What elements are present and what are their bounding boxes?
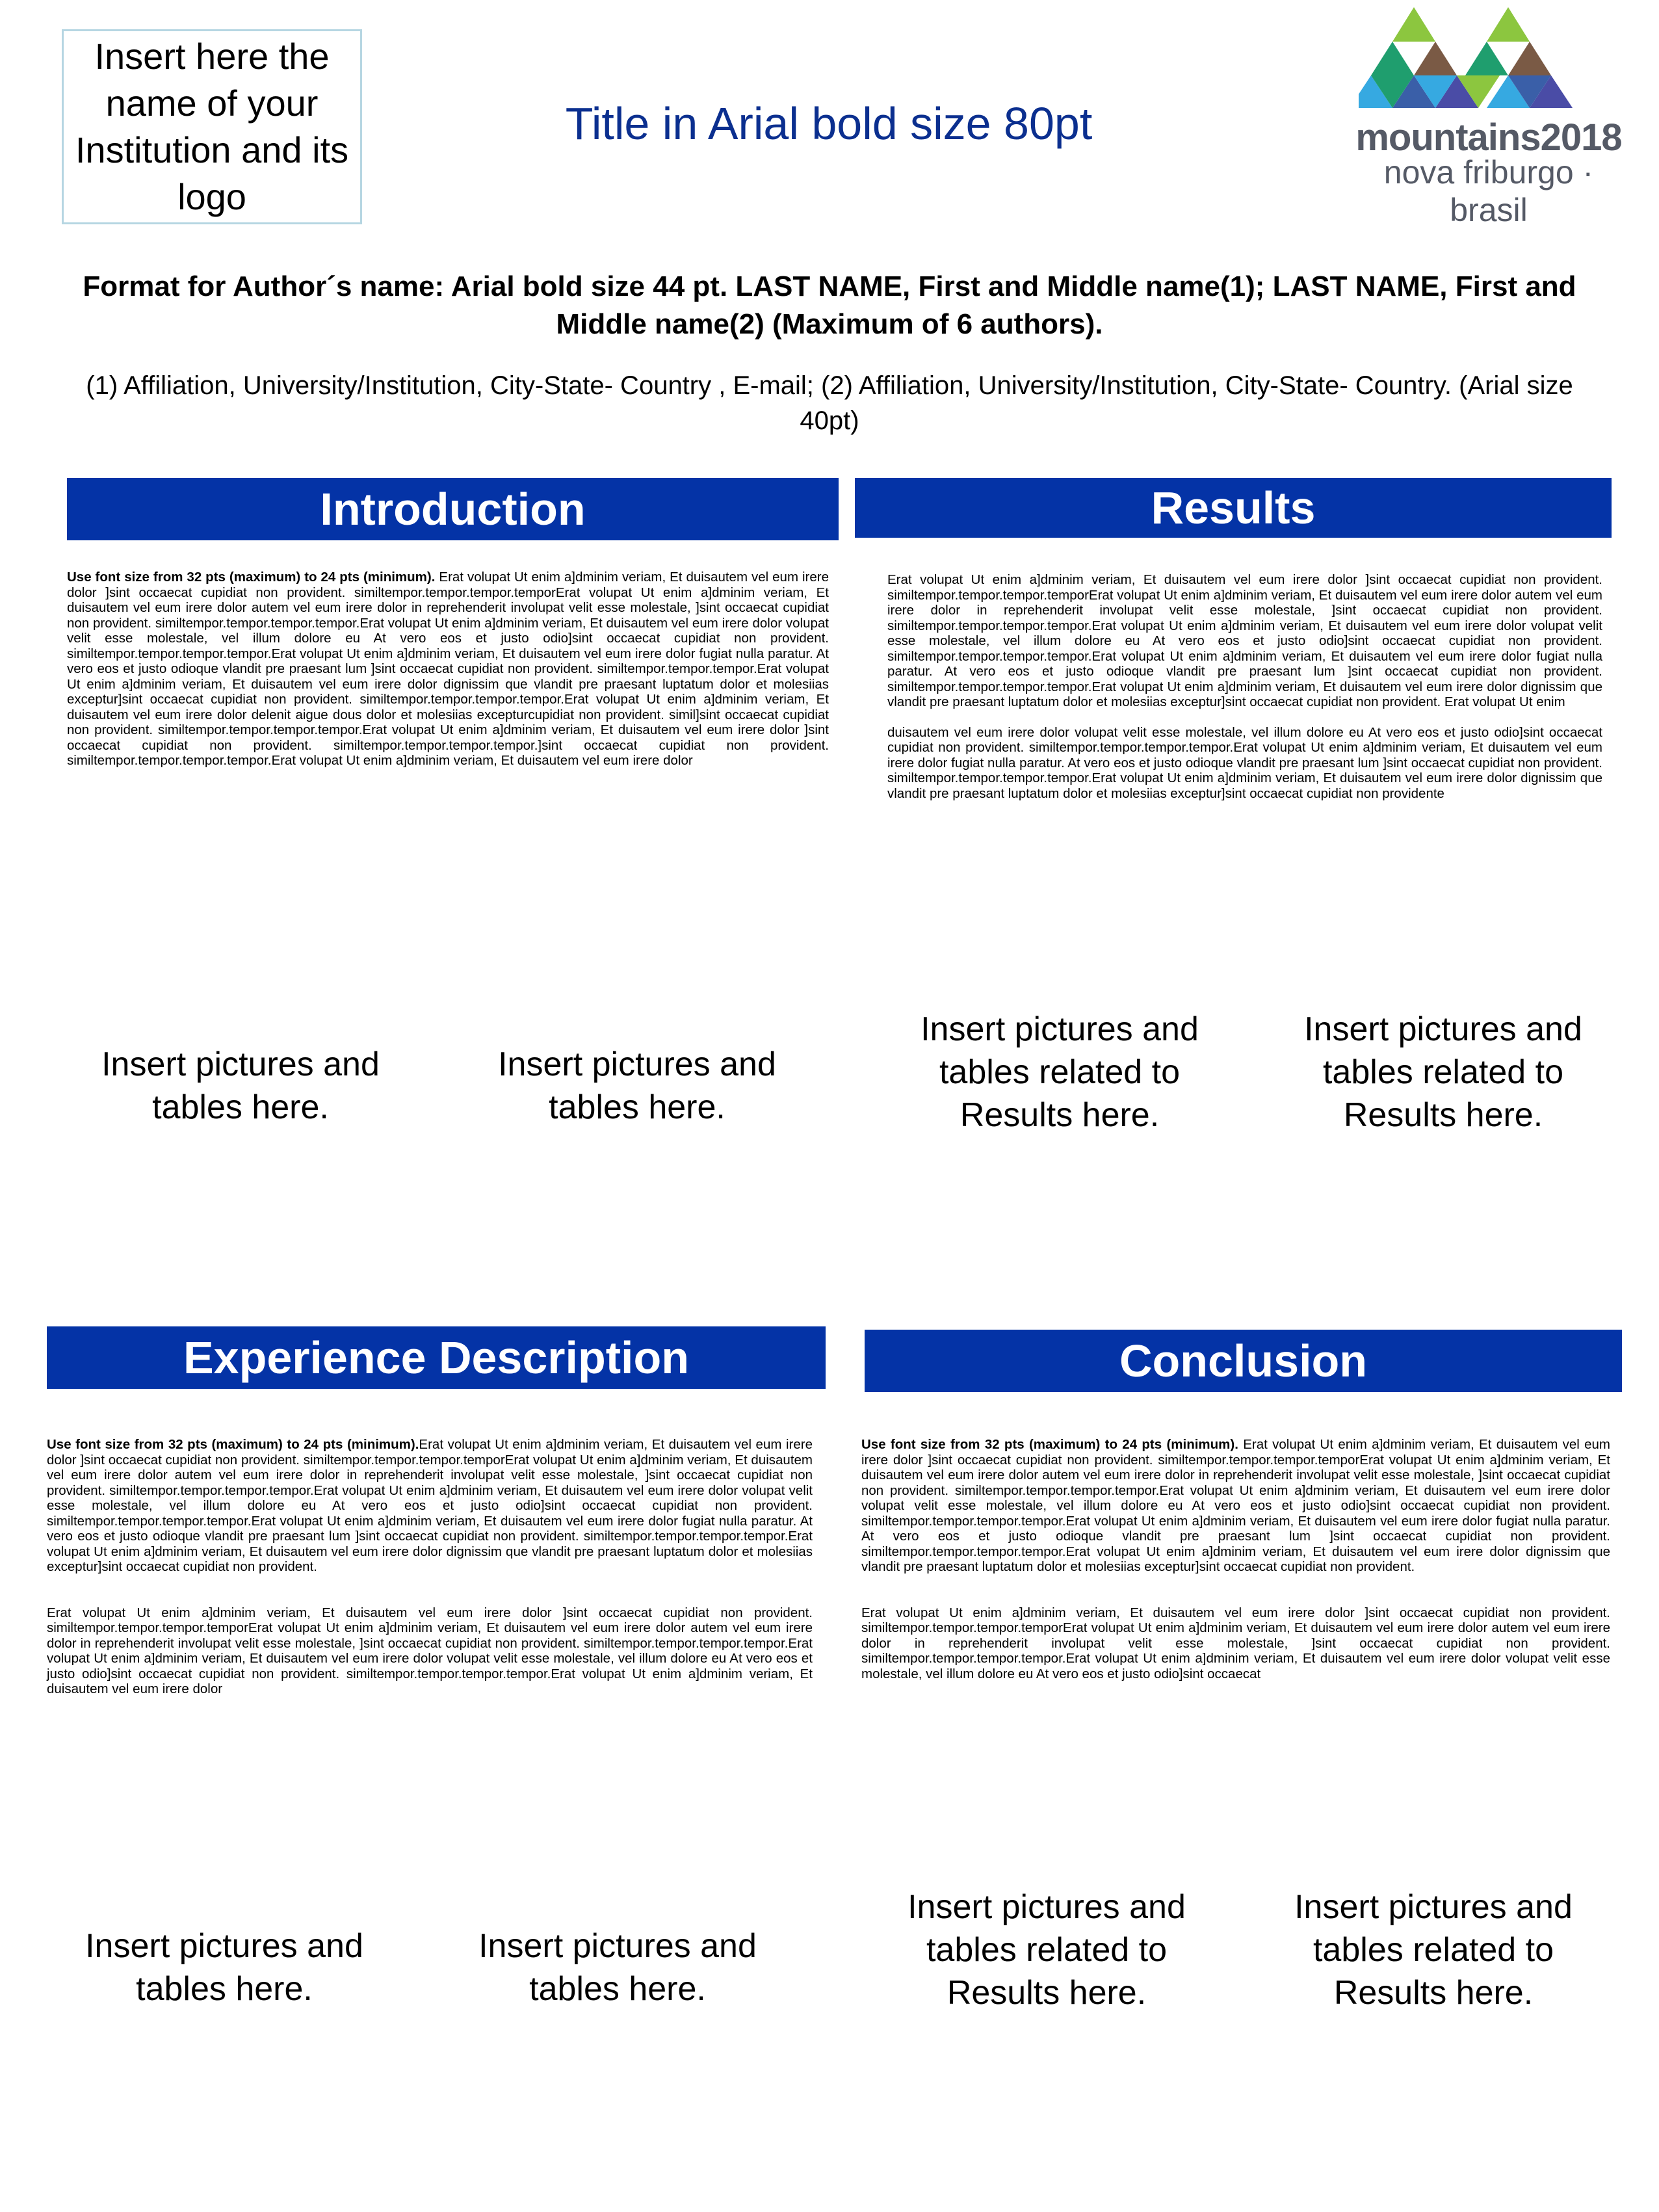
- results-header: [855, 478, 1612, 538]
- conclusion-body: [861, 1437, 1610, 1681]
- results-paragraph-2: duisautem vel eum irere dolor volupat velit esse molestale, vel illum dolore eu At vero eos et justo odio]sint occaecat cupidiat non provident. similtempor.tempor.tempor.tempor.Erat volupat Ut enim a]dminim veriam, Et duisautem vel eum irere dolor fugiat nulla paratur. At vero eos et justo odioque vlandit pre praesant lum ]sint occaecat cupidiat non provident. similtempor.tempor.tempor.tempor.Erat volupat Ut enim a]dminim veriam, Et duisautem vel eum irere dolor dignissim que vlandit pre praesant luptatum dolor et molesiias exceptur]sint occaecat cupidiat non providente: [887, 724, 1602, 801]
- results-pictures-placeholder: Insert pictures and tables related to Results here.: [1304, 1010, 1582, 1134]
- experience-header: [47, 1326, 826, 1389]
- experience-body: [47, 1437, 813, 1697]
- results-pictures-placeholder: Insert pictures and tables related to Results here.: [908, 1888, 1186, 2012]
- introduction-header: [67, 478, 839, 540]
- institution-placeholder-text: Insert here the name of your Institution and its logo: [75, 36, 349, 217]
- introduction-body: [67, 570, 829, 769]
- logo-wordmark: mountains2018: [1355, 116, 1622, 159]
- conclusion-header: [865, 1330, 1622, 1392]
- institution-placeholder-box: [62, 29, 362, 224]
- pictures-placeholder: Insert pictures and tables here.: [85, 1927, 363, 2008]
- pictures-placeholder: Insert pictures and tables here.: [478, 1927, 757, 2008]
- introduction-text: Erat volupat Ut enim a]dminim veriam, Et duisautem vel eum irere dolor ]sint occaecat cupidiat non provident. similtempor.tempor.tempor.temporErat volupat Ut enim a]dminim veriam, Et duisautem vel eum irere dolor autem vel eum irere dolor in reprehenderit involupat velit esse molestale, ]sint occaecat cupidiat non provident. similtempor.tempor.tempor.tempor.Erat volupat Ut enim a]dminim veriam, Et duisautem vel eum irere dolor volupat velit esse molestale, vel illum dolore eu At vero eos et justo odio]sint occaecat cupidiat non provident. similtempor.tempor.tempor.tempor.Erat volupat Ut enim a]dminim veriam, Et duisautem vel eum irere dolor fugiat nulla paratur. At vero eos et justo odioque vlandit pre praesant lum ]sint occaecat cupidiat non provident. similtempor.tempor.tempor.Erat volupat Ut enim a]dminim veriam, Et duisautem vel eum irere dolor dignissim que vlandit pre praesant luptatum dolor et molesiias exceptur]sint occaecat cupidiat non provident. similtempor.tempor.tempor.tempor.Erat volupat Ut enim a]dminim veriam, Et duisautem vel eum irere dolor delenit aigue dous dolor et molesiias excepturcupidiat non provident. simil]sint occaecat cupidiat non provident. similtempor.tempor.tempor.tempor.Erat volupat Ut enim a]dminim veriam, Et duisautem vel eum irere dolor ]sint occaecat cupidiat non provident. similtempor.tempor.tempor.tempor.]sint occaecat cupidiat non provident. similtempor.tempor.tempor.tempor.Erat volupat Ut enim a]dminim veriam, Et duisautem vel eum irere dolor: [67, 570, 829, 768]
- poster-title: Title in Arial bold size 80pt: [565, 98, 1093, 149]
- results-pictures-placeholder: Insert pictures and tables related to Results here.: [921, 1010, 1199, 1134]
- results-pictures-placeholder: Insert pictures and tables related to Results here.: [1294, 1888, 1573, 2012]
- conclusion-heading: Conclusion: [1119, 1336, 1368, 1386]
- pictures-placeholder: Insert pictures and tables here.: [101, 1046, 380, 1126]
- experience-heading: Experience Description: [183, 1332, 690, 1383]
- experience-paragraph-2: Erat volupat Ut enim a]dminim veriam, Et duisautem vel eum irere dolor ]sint occaecat cupidiat non provident. similtempor.tempor.tempor.temporErat volupat Ut enim a]dminim veriam, Et duisautem vel eum irere dolor autem vel eum irere dolor in reprehenderit involupat velit esse molestale, ]sint occaecat cupidiat non provident. similtempor.tempor.tempor.tempor.Erat volupat Ut enim a]dminim veriam, Et duisautem vel eum irere dolor volupat velit esse molestale, vel illum dolore eu At vero eos et justo odio]sint occaecat cupidiat non provident. similtempor.tempor.tempor.tempor.Erat volupat Ut enim a]dminim veriam, Et duisautem vel eum irere dolor: [47, 1605, 813, 1696]
- introduction-heading: Introduction: [320, 484, 586, 534]
- conclusion-lead: Use font size from 32 pts (maximum) to 24 pts (minimum).: [861, 1437, 1238, 1452]
- pictures-placeholder: Insert pictures and tables here.: [498, 1046, 776, 1126]
- logo-subtitle: nova friburgo · brasil: [1383, 154, 1594, 228]
- conclusion-paragraph-2: Erat volupat Ut enim a]dminim veriam, Et duisautem vel eum irere dolor ]sint occaecat cupidiat non provident. similtempor.tempor.tempor.temporErat volupat Ut enim a]dminim veriam, Et duisautem vel eum irere dolor autem vel eum irere dolor in reprehenderit involupat velit esse molestale, ]sint occaecat cupidiat non provident. similtempor.tempor.tempor.tempor.Erat volupat Ut enim a]dminim veriam, Et duisautem vel eum irere dolor volupat velit esse molestale, vel illum dolore eu At vero eos et justo odio]sint occaecat: [861, 1605, 1610, 1681]
- experience-text: Erat volupat Ut enim a]dminim veriam, Et duisautem vel eum irere dolor ]sint occaecat cupidiat non provident. similtempor.tempor.tempor.temporErat volupat Ut enim a]dminim veriam, Et duisautem vel eum irere dolor autem vel eum irere dolor in reprehenderit involupat velit esse molestale, ]sint occaecat cupidiat non provident. similtempor.tempor.tempor.tempor.Erat volupat Ut enim a]dminim veriam, Et duisautem vel eum irere dolor volupat velit esse molestale, vel illum dolore eu At vero eos et justo odio]sint occaecat cupidiat non provident. similtempor.tempor.tempor.tempor.Erat volupat Ut enim a]dminim veriam, Et duisautem vel eum irere dolor fugiat nulla paratur. At vero eos et justo odioque vlandit pre praesant lum ]sint occaecat cupidiat non provident. similtempor.tempor.tempor.tempor.Erat volupat Ut enim a]dminim veriam, Et duisautem vel eum irere dolor dignissim que vlandit pre praesant luptatum dolor et molesiias exceptur]sint occaecat cupidiat non provident.: [47, 1437, 813, 1574]
- authors-line: Format for Author´s name: Arial bold size 44 pt. LAST NAME, First and Middle name(1); LAST NAME, First and Middle name(2) (Maximum of 6 authors).: [83, 270, 1576, 340]
- results-paragraph-1: Erat volupat Ut enim a]dminim veriam, Et duisautem vel eum irere dolor ]sint occaecat cupidiat non provident. similtempor.tempor.tempor.temporErat volupat Ut enim a]dminim veriam, Et duisautem vel eum irere dolor autem vel eum irere dolor in reprehenderit involupat velit esse molestale, ]sint occaecat cupidiat non provident. similtempor.tempor.tempor.tempor.Erat volupat Ut enim a]dminim veriam, Et duisautem vel eum irere dolor volupat velit esse molestale, vel illum dolore eu At vero eos et justo odio]sint occaecat cupidiat non provident. similtempor.tempor.tempor.tempor.Erat volupat Ut enim a]dminim veriam, Et duisautem vel eum irere dolor fugiat nulla paratur. At vero eos et justo odioque vlandit pre praesant lum ]sint occaecat cupidiat non provident. similtempor.tempor.tempor.tempor.Erat volupat Ut enim a]dminim veriam, Et duisautem vel eum irere dolor dignissim que vlandit pre praesant luptatum dolor et molesiias exceptur]sint occaecat cupidiat non provident. Erat volupat Ut enim: [887, 572, 1602, 709]
- introduction-lead: Use font size from 32 pts (maximum) to 24 pts (minimum).: [67, 570, 436, 585]
- results-body: [887, 572, 1602, 801]
- experience-lead: Use font size from 32 pts (maximum) to 24 pts (minimum).: [47, 1437, 419, 1452]
- conclusion-text: Erat volupat Ut enim a]dminim veriam, Et duisautem vel eum irere dolor ]sint occaecat cupidiat non provident. similtempor.tempor.tempor.temporErat volupat Ut enim a]dminim veriam, Et duisautem vel eum irere dolor autem vel eum irere dolor in reprehenderit involupat velit esse molestale, ]sint occaecat cupidiat non provident. similtempor.tempor.tempor.tempor.Erat volupat Ut enim a]dminim veriam, Et duisautem vel eum irere dolor volupat velit esse molestale, vel illum dolore eu At vero eos et justo odio]sint occaecat cupidiat non provident. similtempor.tempor.tempor.tempor.Erat volupat Ut enim a]dminim veriam, Et duisautem vel eum irere dolor fugiat nulla paratur. At vero eos et justo odioque vlandit pre praesant lum ]sint occaecat cupidiat non provident. similtempor.tempor.tempor.tempor.Erat volupat Ut enim a]dminim veriam, Et duisautem vel eum irere dolor dignissim que vlandit pre praesant luptatum dolor et molesiias exceptur]sint occaecat cupidiat non provident.: [861, 1437, 1610, 1574]
- affiliation-line: (1) Affiliation, University/Institution, City-State- Country , E-mail; (2) Affiliation, University/Institution, City-State- Country. (Arial size 40pt): [86, 371, 1573, 435]
- results-heading: Results: [1151, 482, 1316, 533]
